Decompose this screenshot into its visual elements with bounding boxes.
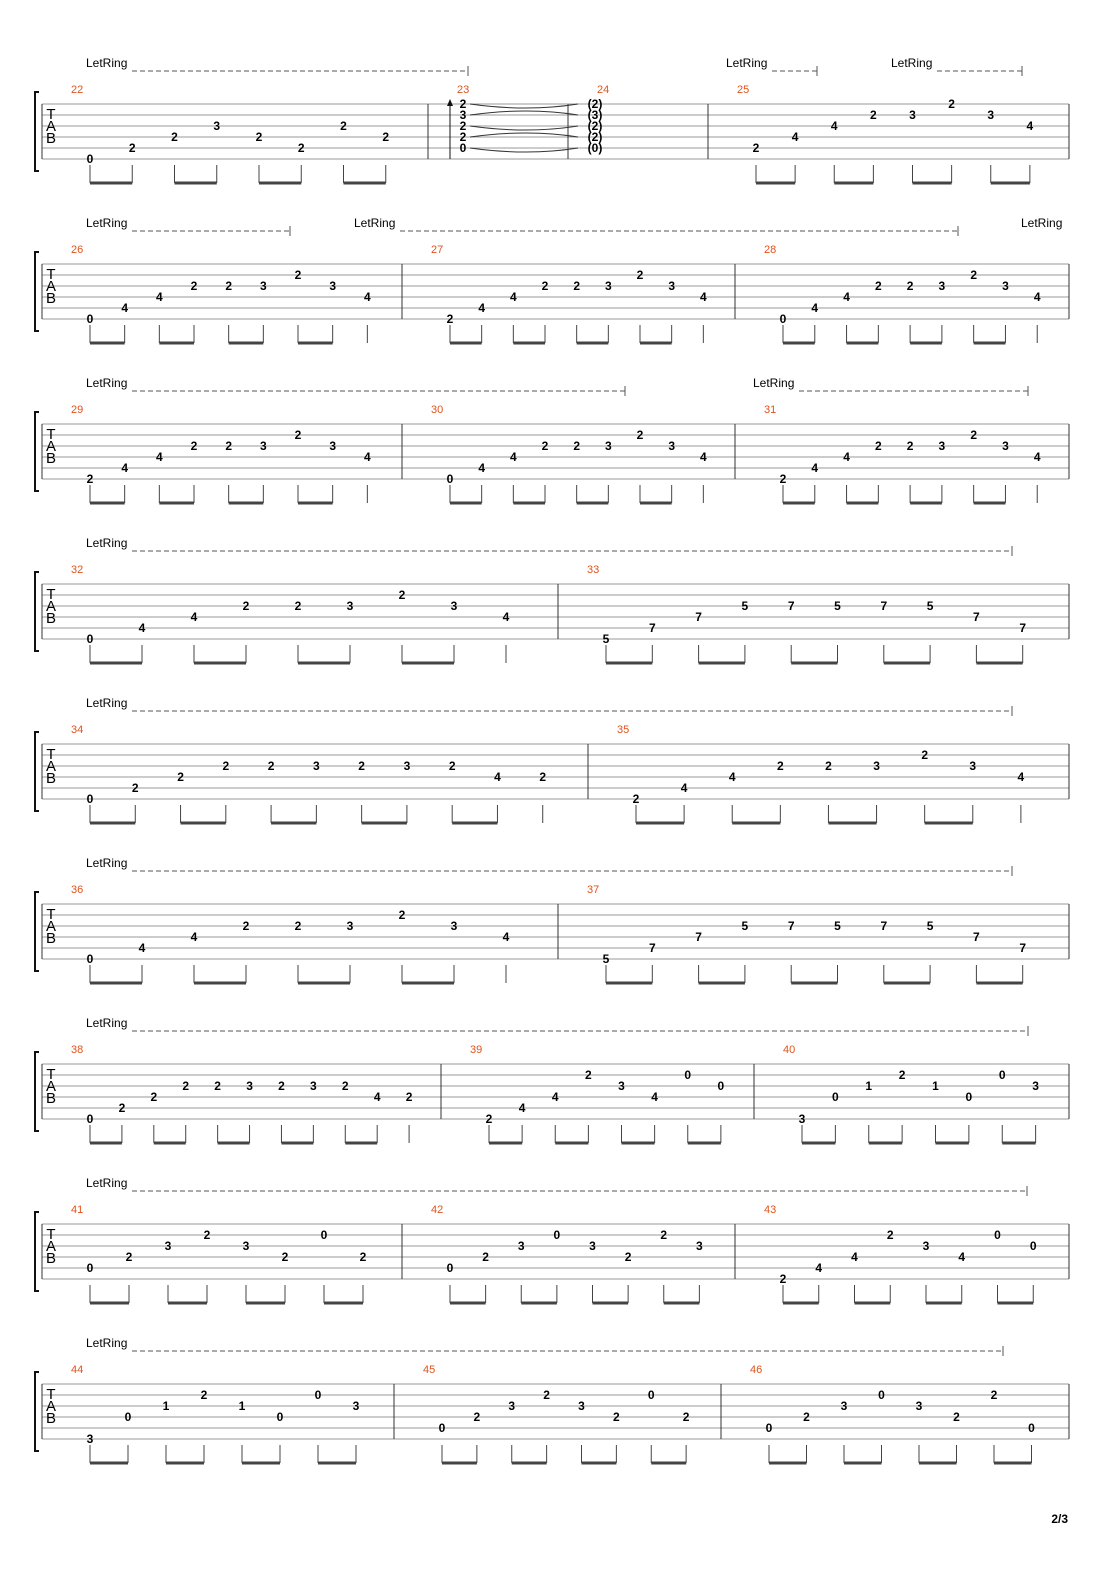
fret-number: 2 [776,759,784,773]
fret-number: 7 [880,919,888,933]
tab-clef-letter: T [46,106,56,123]
fret-number: 3 [310,1079,317,1093]
fret-number: 2 [632,792,640,806]
bar-number: 27 [431,244,444,256]
fret-number: 2 [473,1410,481,1424]
fret-number: 4 [651,1090,658,1104]
fret-number: 5 [741,919,749,933]
fret-number: 3 [1002,279,1009,293]
fret-number: 3 [329,439,337,453]
fret-number: 7 [1019,621,1027,635]
let-ring-label: LetRing [86,856,128,870]
tab-clef-letter: B [45,1090,57,1107]
fret-number: 0 [446,1261,454,1275]
fret-number: 2 [171,130,178,144]
fret-number: 2 [752,141,760,155]
fret-number: 5 [602,632,610,646]
fret-number: 2 [921,748,929,762]
fret-number: 4 [478,461,486,475]
fret-number: 2 [874,279,882,293]
fret-number: 2 [128,141,136,155]
fret-number: 3 [242,1239,250,1253]
fret-number: 2 [970,428,978,442]
bar-number: 42 [431,1204,444,1216]
let-ring-label: LetRing [86,1336,128,1350]
fret-number: 2 [459,97,467,111]
fret-number: 2 [585,1068,592,1082]
fret-number: 2 [190,279,198,293]
fret-number: 2 [405,1090,413,1104]
fret-number: 4 [518,1101,526,1115]
fret-number: 2 [278,1079,285,1093]
fret-number: 4 [1033,290,1041,304]
fret-number: 0 [994,1228,1001,1242]
fret-number: 2 [358,759,365,773]
fret-number: 2 [222,759,230,773]
fret-number: 2 [624,1250,632,1264]
fret-number: 4 [121,461,129,475]
fret-number: 2 [898,1068,906,1082]
system-bracket [35,892,39,971]
let-ring-label: LetRing [86,696,128,710]
fret-number: 3 [987,108,995,122]
fret-number: 5 [926,599,934,613]
fret-number: 3 [589,1239,596,1253]
fret-number: 2 [190,439,198,453]
fret-number: 1 [932,1079,939,1093]
fret-number: 2 [340,119,347,133]
fret-number: 4 [1026,119,1034,133]
fret-number: 2 [242,599,250,613]
fret-number: 7 [787,599,795,613]
fret-number: 4 [811,461,819,475]
fret-number: 4 [363,450,371,464]
fret-number: 3 [346,919,354,933]
fret-number: 2 [953,1410,960,1424]
tab-clef-letter: T [46,426,56,443]
tie-arc [470,126,578,130]
fret-number: (2) [587,119,603,133]
bar-number: 24 [597,84,610,96]
fret-number: 3 [909,108,916,122]
bar-number: 32 [71,564,84,576]
fret-number: 4 [138,941,146,955]
fret-number: 2 [225,439,233,453]
fret-number: 3 [1002,439,1009,453]
fret-number: 4 [958,1250,966,1264]
fret-number: 3 [915,1399,923,1413]
fret-number: 3 [840,1399,848,1413]
fret-number: 3 [259,279,267,293]
fret-number: 3 [346,599,354,613]
fret-number: 4 [699,290,707,304]
fret-number: 2 [294,919,302,933]
bar-number: 33 [587,564,600,576]
bar-number: 25 [737,84,750,96]
fret-number: 2 [573,439,581,453]
fret-number: 2 [970,268,978,282]
fret-number: 5 [834,919,841,933]
bend-arrow [447,99,453,106]
fret-number: 7 [880,599,888,613]
fret-number: 3 [508,1399,516,1413]
bar-number: 41 [71,1204,84,1216]
fret-number: 7 [695,610,702,624]
fret-number: 0 [86,1261,94,1275]
tab-clef-letter: T [46,906,56,923]
system-bracket [35,252,39,331]
fret-number: 4 [155,290,163,304]
fret-number: 2 [541,439,549,453]
bar-number: 30 [431,404,444,416]
fret-number: 0 [438,1421,446,1435]
let-ring-label: LetRing [891,56,933,70]
fret-number: 4 [502,930,510,944]
fret-number: 3 [1032,1079,1039,1093]
fret-number: 2 [203,1228,211,1242]
fret-number: 2 [485,1112,493,1126]
fret-number: 4 [830,119,838,133]
fret-number: 4 [509,450,517,464]
fret-number: 7 [787,919,795,933]
fret-number: 0 [684,1068,692,1082]
fret-number: 2 [541,279,549,293]
fret-number: 3 [259,439,267,453]
bar-number: 34 [71,724,84,736]
fret-number: 3 [873,759,880,773]
system-bracket [35,732,39,811]
fret-number: 2 [779,1272,787,1286]
fret-number: 4 [843,450,850,464]
fret-number: 5 [741,599,749,613]
let-ring-label: LetRing [86,216,128,230]
fret-number: 3 [578,1399,585,1413]
fret-number: 2 [225,279,233,293]
fret-number: 2 [382,130,390,144]
fret-number: 4 [494,770,501,784]
bar-number: 37 [587,884,600,896]
fret-number: 4 [728,770,736,784]
fret-number: 2 [990,1388,998,1402]
let-ring-label: LetRing [86,536,128,550]
system-bracket [35,1212,39,1291]
fret-number: 2 [125,1250,133,1264]
tab-clef-letter: B [45,1410,57,1427]
fret-number: 1 [162,1399,170,1413]
fret-number: 2 [200,1388,208,1402]
fret-number: 4 [791,130,799,144]
bar-number: 36 [71,884,84,896]
fret-number: 3 [668,439,676,453]
fret-number: 0 [647,1388,655,1402]
tab-clef-letter: T [46,586,56,603]
fret-number: 3 [213,119,221,133]
fret-number: 2 [660,1228,668,1242]
fret-number: 2 [150,1090,158,1104]
fret-number: 7 [648,621,656,635]
fret-number: 0 [86,952,94,966]
fret-number: 2 [459,130,467,144]
bar-number: 43 [764,1204,777,1216]
tab-clef-letter: B [45,450,57,467]
tie-arc [470,111,578,115]
fret-number: 3 [86,1432,94,1446]
fret-number: 3 [969,759,977,773]
fret-number: 5 [834,599,841,613]
fret-number: 3 [352,1399,360,1413]
fret-number: 4 [815,1261,823,1275]
fret-number: 0 [86,792,94,806]
let-ring-label: LetRing [726,56,768,70]
fret-number: 5 [602,952,610,966]
fret-number: 2 [214,1079,221,1093]
fret-number: 2 [482,1250,489,1264]
fret-number: 0 [314,1388,322,1402]
fret-number: 2 [779,472,787,486]
fret-number: 4 [373,1090,381,1104]
fret-number: 3 [618,1079,625,1093]
fret-number: 0 [459,141,467,155]
fret-number: 4 [155,450,163,464]
fret-number: 3 [517,1239,525,1253]
fret-number: 2 [870,108,877,122]
fret-number: (0) [587,141,603,155]
fret-number: 0 [553,1228,561,1242]
fret-number: 0 [832,1090,839,1104]
let-ring-label: LetRing [753,376,795,390]
fret-number: 3 [313,759,320,773]
fret-number: 2 [281,1250,289,1264]
fret-number: 2 [398,908,406,922]
fret-number: 4 [190,930,198,944]
tab-clef-letter: T [46,746,56,763]
fret-number: 0 [124,1410,132,1424]
fret-number: 1 [238,1399,246,1413]
tab-clef-letter: A [45,118,57,135]
fret-number: 2 [398,588,406,602]
system-bracket [35,412,39,491]
let-ring-label: LetRing [86,56,128,70]
fret-number: 0 [320,1228,328,1242]
bar-number: 44 [71,1364,84,1376]
tie-arc [470,148,578,152]
fret-number: 4 [699,450,707,464]
fret-number: 7 [648,941,656,955]
system-bracket [35,1052,39,1131]
fret-number: 4 [843,290,850,304]
fret-number: 2 [267,759,275,773]
fret-number: 0 [86,632,94,646]
tab-clef-letter: B [45,930,57,947]
fret-number: 3 [450,919,458,933]
fret-number: 2 [294,428,302,442]
let-ring-label: LetRing [86,1176,128,1190]
fret-number: 0 [965,1090,973,1104]
fret-number: 3 [246,1079,253,1093]
fret-number: 7 [973,930,980,944]
tab-clef-letter: A [45,278,57,295]
fret-number: 2 [948,97,955,111]
fret-number: 0 [878,1388,885,1402]
tab-clef-letter: B [45,770,57,787]
fret-number: 0 [86,152,94,166]
tab-clef-letter: T [46,1386,56,1403]
tab-clef-letter: T [46,266,56,283]
fret-number: 2 [543,1388,550,1402]
fret-number: 2 [825,759,832,773]
fret-number: 2 [177,770,184,784]
fret-number: 0 [276,1410,284,1424]
tab-clef-letter: A [45,758,57,775]
fret-number: 3 [604,439,612,453]
bar-number: 31 [764,404,777,416]
fret-number: 3 [604,279,612,293]
fret-number: 7 [1019,941,1027,955]
fret-number: (3) [587,108,603,122]
fret-number: 2 [874,439,882,453]
bar-number: 40 [783,1044,796,1056]
fret-number: 0 [86,312,94,326]
fret-number: 0 [717,1079,725,1093]
fret-number: 2 [86,472,94,486]
let-ring-label: LetRing [354,216,396,230]
fret-number: 2 [131,781,139,795]
fret-number: 3 [938,439,946,453]
fret-number: 2 [118,1101,126,1115]
tab-clef-letter: A [45,1398,57,1415]
fret-number: 2 [341,1079,349,1093]
fret-number: 3 [696,1239,703,1253]
fret-number: 2 [682,1410,690,1424]
let-ring-label: LetRing [1021,216,1063,230]
fret-number: 0 [86,1112,94,1126]
fret-number: 3 [164,1239,172,1253]
fret-number: 3 [403,759,411,773]
fret-number: 0 [446,472,454,486]
fret-number: 4 [680,781,688,795]
fret-number: 2 [448,759,456,773]
fret-number: 2 [803,1410,810,1424]
fret-number: 2 [613,1410,620,1424]
tab-clef-letter: T [46,1066,56,1083]
fret-number: 2 [539,770,547,784]
bar-number: 35 [617,724,630,736]
fret-number: 1 [865,1079,873,1093]
fret-number: 3 [938,279,946,293]
tab-clef-letter: A [45,598,57,615]
fret-number: 4 [509,290,517,304]
system-bracket [35,1372,39,1451]
tab-clef-letter: B [45,130,57,147]
system-bracket [35,572,39,651]
tie-arc [470,133,578,137]
fret-number: 0 [1028,1421,1035,1435]
bar-number: 26 [71,244,84,256]
bar-number: 38 [71,1044,84,1056]
fret-number: 2 [636,268,644,282]
fret-number: 0 [765,1421,773,1435]
fret-number: 4 [1033,450,1041,464]
fret-number: (2) [587,130,603,144]
tab-clef-letter: A [45,918,57,935]
fret-number: 2 [886,1228,894,1242]
fret-number: 2 [255,130,263,144]
fret-number: 3 [329,279,337,293]
fret-number: 4 [138,621,146,635]
fret-number: 2 [459,119,467,133]
fret-number: 3 [450,599,458,613]
fret-number: 2 [906,279,914,293]
page-number: 2/3 [1051,1512,1068,1526]
fret-number: 3 [459,108,467,122]
fret-number: 2 [359,1250,367,1264]
let-ring-label: LetRing [86,376,128,390]
fret-number: 2 [182,1079,190,1093]
fret-number: 2 [906,439,914,453]
fret-number: 7 [973,610,980,624]
fret-number: 0 [1029,1239,1037,1253]
bar-number: 29 [71,404,84,416]
tab-clef-letter: B [45,290,57,307]
tab-clef-letter: A [45,438,57,455]
tab-clef-letter: A [45,1078,57,1095]
fret-number: 0 [998,1068,1006,1082]
fret-number: 4 [363,290,371,304]
tab-clef-letter: B [45,610,57,627]
tab-clef-letter: A [45,1238,57,1255]
fret-number: 0 [779,312,787,326]
bar-number: 45 [423,1364,436,1376]
fret-number: 2 [242,919,250,933]
tie-arc [470,104,578,108]
fret-number: 7 [695,930,702,944]
fret-number: 2 [446,312,454,326]
bar-number: 28 [764,244,777,256]
fret-number: 5 [926,919,934,933]
fret-number: 2 [573,279,581,293]
fret-number: 4 [851,1250,858,1264]
fret-number: 4 [121,301,129,315]
fret-number: 4 [551,1090,559,1104]
fret-number: 4 [1017,770,1025,784]
bar-number: 22 [71,84,84,96]
fret-number: 3 [922,1239,930,1253]
bar-number: 46 [750,1364,763,1376]
fret-number: 3 [798,1112,806,1126]
bar-number: 23 [457,84,470,96]
fret-number: 2 [297,141,305,155]
fret-number: 3 [668,279,676,293]
fret-number: 2 [294,599,302,613]
fret-number: 2 [294,268,302,282]
fret-number: 2 [636,428,644,442]
let-ring-label: LetRing [86,1016,128,1030]
system-bracket [35,92,39,171]
fret-number: (2) [587,97,603,111]
tab-clef-letter: B [45,1250,57,1267]
fret-number: 4 [190,610,198,624]
fret-number: 4 [478,301,486,315]
bar-number: 39 [470,1044,483,1056]
tab-clef-letter: T [46,1226,56,1243]
fret-number: 4 [811,301,819,315]
fret-number: 4 [502,610,510,624]
